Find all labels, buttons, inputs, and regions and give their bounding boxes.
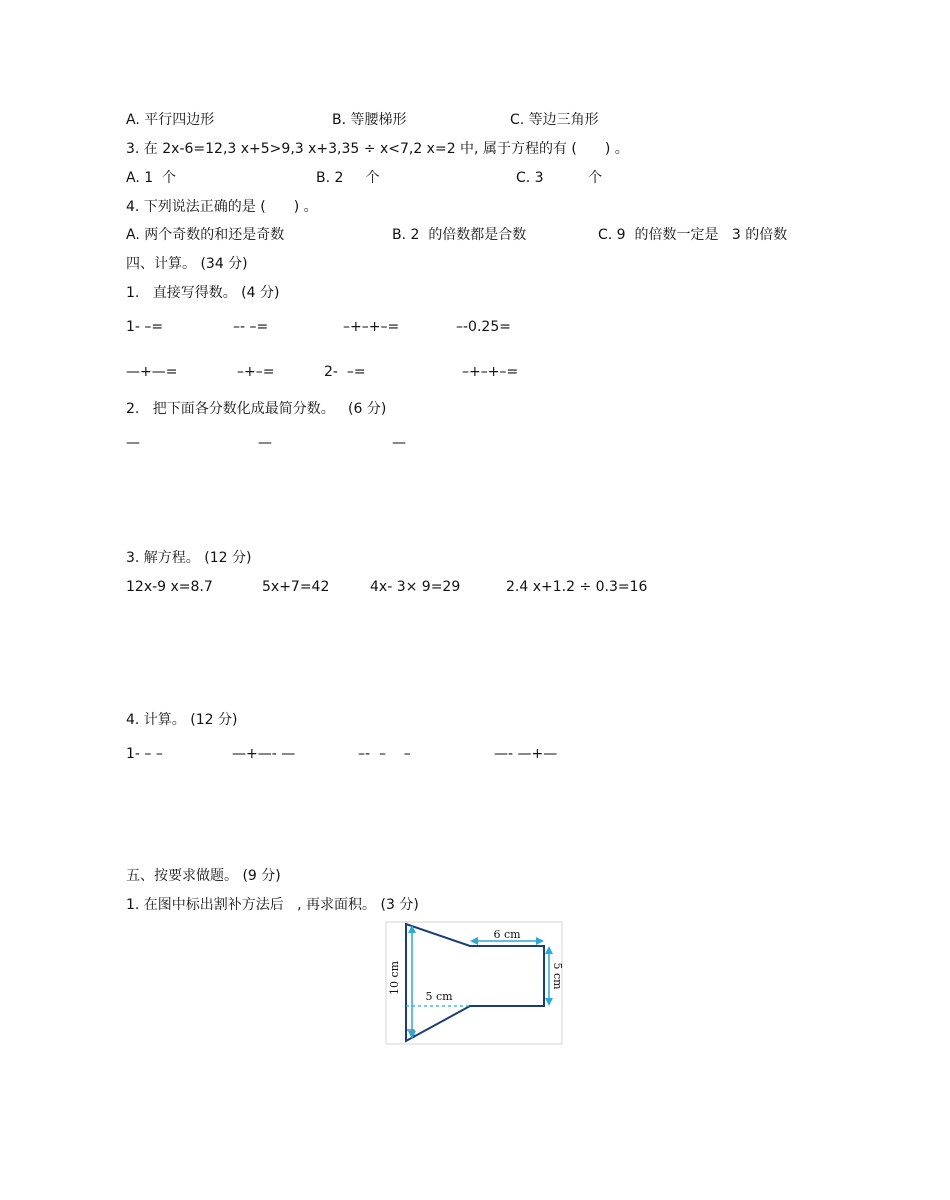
question-4-option-b: B. 2 的倍数都是合数 xyxy=(392,227,527,243)
mental-math-item: 1- –= xyxy=(126,319,164,335)
question-4-option-c: C. 9 的倍数一定是 3 的倍数 xyxy=(598,227,788,243)
section-5-part-1-title: 1. 在图中标出割补方法后 , 再求面积。 (3 分) xyxy=(126,897,419,913)
part-4-title: 4. 计算。 (12 分) xyxy=(126,712,238,728)
mental-math-item: –- –= xyxy=(233,319,269,335)
top-dimension-label: 6 cm xyxy=(493,928,521,941)
part-2-title: 2. 把下面各分数化成最简分数。 (6 分) xyxy=(126,401,387,417)
equation-item: 5x+7=42 xyxy=(262,579,330,595)
equation-item: 12x-9 x=8.7 xyxy=(126,579,213,595)
calculation-item: —+—- — xyxy=(232,746,296,762)
mental-math-item: –+–+–= xyxy=(343,319,400,335)
equation-item: 4x- 3× 9=29 xyxy=(370,579,461,595)
mental-math-item: –+–+–= xyxy=(462,364,519,380)
right-dimension-label: 5 cm xyxy=(551,962,564,990)
composite-shape-figure xyxy=(386,922,562,1044)
mental-math-item: 2- –= xyxy=(324,364,366,380)
left-dimension-label: 10 cm xyxy=(388,960,401,996)
question-3-stem: 3. 在 2x-6=12,3 x+5>9,3 x+3,35 ÷ x<7,2 x=2 中, 属于方程的有 ( ) 。 xyxy=(126,141,629,157)
fraction-item: — xyxy=(258,435,272,451)
option-b: B. 等腰梯形 xyxy=(332,112,407,128)
calculation-item: –- – – xyxy=(358,746,411,762)
equation-item: 2.4 x+1.2 ÷ 0.3=16 xyxy=(506,579,648,595)
part-1-title: 1. 直接写得数。 (4 分) xyxy=(126,285,280,301)
section-4-title: 四、计算。 (34 分) xyxy=(126,256,248,272)
middle-dimension-label: 5 cm xyxy=(425,990,453,1003)
question-4-option-a: A. 两个奇数的和还是奇数 xyxy=(126,227,285,243)
calculation-item: —- —+— xyxy=(494,746,558,762)
fraction-item: — xyxy=(392,435,406,451)
mental-math-item: —+—= xyxy=(126,364,178,380)
fraction-item: — xyxy=(126,435,140,451)
option-c: C. 等边三角形 xyxy=(510,112,599,128)
question-3-option-c: C. 3 个 xyxy=(516,170,603,186)
option-a: A. 平行四边形 xyxy=(126,112,215,128)
mental-math-item: –+–= xyxy=(237,364,275,380)
part-3-title: 3. 解方程。 (12 分) xyxy=(126,550,252,566)
question-3-option-b: B. 2 个 xyxy=(316,170,380,186)
mental-math-item: –-0.25= xyxy=(456,319,511,335)
question-3-option-a: A. 1 个 xyxy=(126,170,177,186)
calculation-item: 1- – – xyxy=(126,746,163,762)
question-4-stem: 4. 下列说法正确的是 ( ) 。 xyxy=(126,199,318,215)
section-5-title: 五、按要求做题。 (9 分) xyxy=(126,868,281,884)
